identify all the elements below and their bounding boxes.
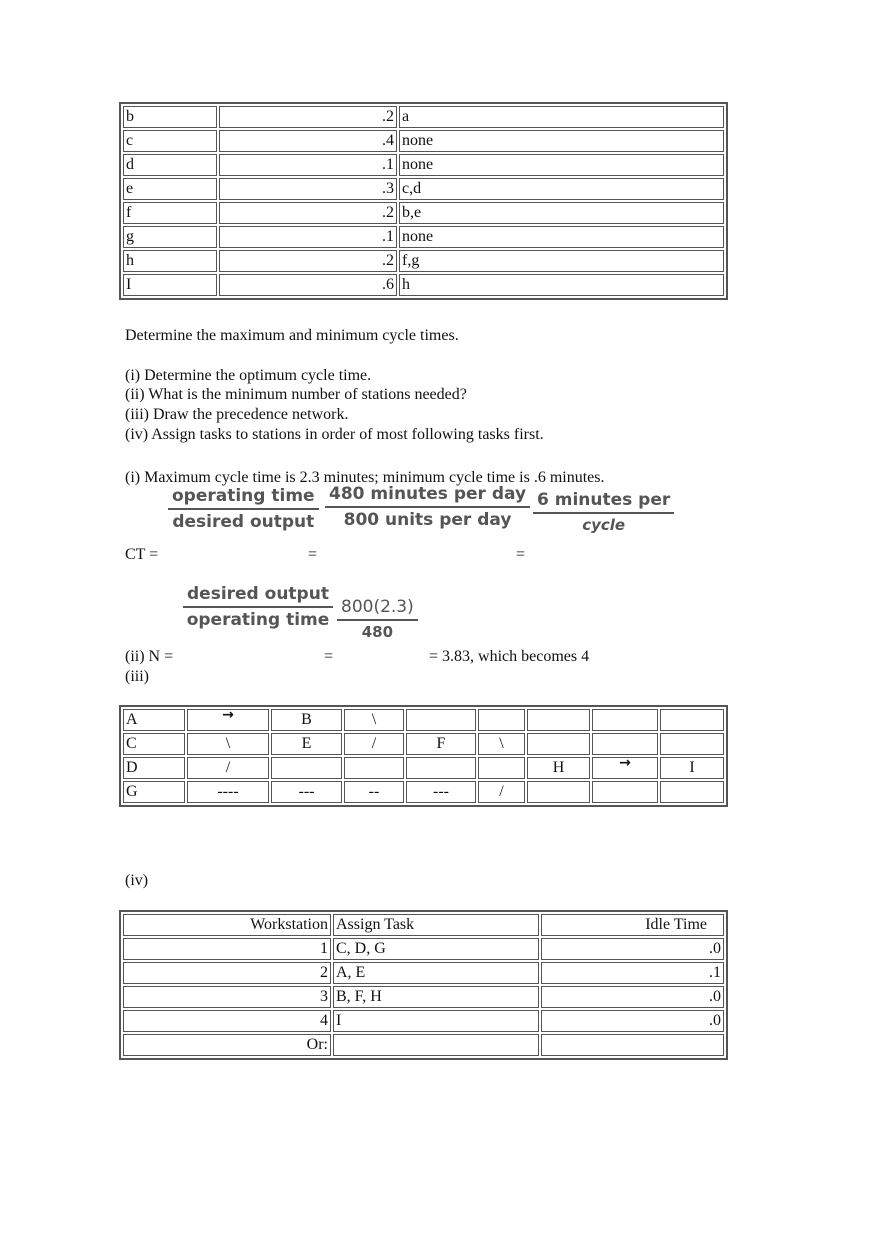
task-cell: b [123,106,217,128]
edge-cell [406,709,476,731]
edge-cell: \ [344,709,404,731]
n-equals: = [324,648,334,665]
edge-cell [592,733,658,755]
time-cell: .2 [219,202,397,224]
edge-cell: -- [344,781,404,803]
time-cell: .6 [219,274,397,296]
edge-cell: --- [406,781,476,803]
task-cell: I [123,274,217,296]
edge-cell [478,757,525,779]
task-cell: f [123,202,217,224]
predecessor-cell: none [399,130,724,152]
n-label: (ii) N = [125,648,174,665]
predecessor-cell: none [399,226,724,248]
network-row [123,733,724,755]
table-row [123,938,724,960]
table-row [123,202,724,224]
idle-cell: .1 [541,962,724,984]
table-row [123,250,724,272]
predecessor-cell: c,d [399,178,724,200]
ct-fraction-1 [168,486,319,532]
station-cell: 2 [123,962,331,984]
table-row [123,154,724,176]
station-cell: Or: [123,1034,331,1056]
task-cell: d [123,154,217,176]
tasks-cell: C, D, G [333,938,539,960]
node-cell [271,757,342,779]
table-row [123,962,724,984]
edge-cell: ---- [187,781,269,803]
ct-fraction-3 [533,490,674,534]
table-row [123,1034,724,1056]
predecessor-cell: b,e [399,202,724,224]
header-idle-time: Idle Time [541,914,724,936]
question-iv: (iv) Assign tasks to stations in order of most following tasks first. [125,426,544,443]
ct-equals-2: = [516,546,526,563]
n-fraction-1 [183,584,333,630]
edge-cell [344,757,404,779]
tasks-cell: I [333,1010,539,1032]
task-cell: e [123,178,217,200]
time-cell: .1 [219,226,397,248]
node-cell: F [406,733,476,755]
question-ii: (ii) What is the minimum number of stations needed? [125,386,467,403]
network-row [123,757,724,779]
edge-cell: \ [478,733,525,755]
iii-label: (iii) [125,668,149,685]
task-cell: g [123,226,217,248]
node-cell: G [123,781,185,803]
tasks-cell: B, F, H [333,986,539,1008]
assignment-table [119,910,728,1060]
fraction-denominator: 480 [361,623,394,641]
fraction-denominator: cycle [582,516,626,534]
fraction-numerator: 800(2.3) [337,597,418,621]
station-cell: 4 [123,1010,331,1032]
node-cell [527,781,590,803]
table-row [123,226,724,248]
idle-cell [541,1034,724,1056]
node-cell [660,709,724,731]
tasks-cell [333,1034,539,1056]
table-row [123,106,724,128]
prompt-text: Determine the maximum and minimum cycle times. [125,327,459,344]
node-cell [660,733,724,755]
predecessor-cell: h [399,274,724,296]
station-cell: 1 [123,938,331,960]
task-table [119,102,728,300]
question-iii: (iii) Draw the precedence network. [125,406,349,423]
arrow-right-icon: → [187,709,269,731]
edge-cell: --- [271,781,342,803]
edge-cell: / [187,757,269,779]
table-header-row [123,914,724,936]
iv-label: (iv) [125,872,149,889]
edge-cell: / [478,781,525,803]
edge-cell [592,709,658,731]
answer-i: (i) Maximum cycle time is 2.3 minutes; minimum cycle time is .6 minutes. [125,469,605,486]
fraction-denominator: operating time [186,610,330,630]
task-cell: c [123,130,217,152]
node-cell [660,781,724,803]
node-cell [406,757,476,779]
table-row [123,130,724,152]
fraction-numerator: 6 minutes per [533,490,674,514]
edge-cell: \ [187,733,269,755]
predecessor-cell: a [399,106,724,128]
predecessor-cell: none [399,154,724,176]
node-cell: C [123,733,185,755]
node-cell: D [123,757,185,779]
node-cell [527,733,590,755]
task-cell: h [123,250,217,272]
ct-equals-1: = [308,546,318,563]
time-cell: .2 [219,250,397,272]
predecessor-cell: f,g [399,250,724,272]
table-row [123,986,724,1008]
node-cell: H [527,757,590,779]
idle-cell: .0 [541,986,724,1008]
time-cell: .1 [219,154,397,176]
arrow-right-icon: → [592,757,658,779]
node-cell: A [123,709,185,731]
fraction-denominator: desired output [172,512,315,532]
network-row [123,709,724,731]
node-cell [527,709,590,731]
fraction-numerator: operating time [168,486,319,510]
header-assign-task: Assign Task [333,914,539,936]
fraction-numerator: 480 minutes per day [325,484,530,508]
n-fraction-2 [337,597,418,641]
question-i: (i) Determine the optimum cycle time. [125,367,372,384]
table-row [123,274,724,296]
edge-cell [478,709,525,731]
table-row [123,178,724,200]
idle-cell: .0 [541,938,724,960]
table-row [123,1010,724,1032]
network-row [123,781,724,803]
station-cell: 3 [123,986,331,1008]
ct-label: CT = [125,546,159,563]
node-cell: I [660,757,724,779]
tasks-cell: A, E [333,962,539,984]
time-cell: .4 [219,130,397,152]
fraction-denominator: 800 units per day [343,510,512,530]
time-cell: .3 [219,178,397,200]
ct-fraction-2 [325,484,530,530]
node-cell: B [271,709,342,731]
fraction-numerator: desired output [183,584,333,608]
n-result: = 3.83, which becomes 4 [429,648,590,665]
idle-cell: .0 [541,1010,724,1032]
header-workstation: Workstation [123,914,331,936]
node-cell: E [271,733,342,755]
time-cell: .2 [219,106,397,128]
edge-cell [592,781,658,803]
edge-cell: / [344,733,404,755]
precedence-network [119,705,728,807]
